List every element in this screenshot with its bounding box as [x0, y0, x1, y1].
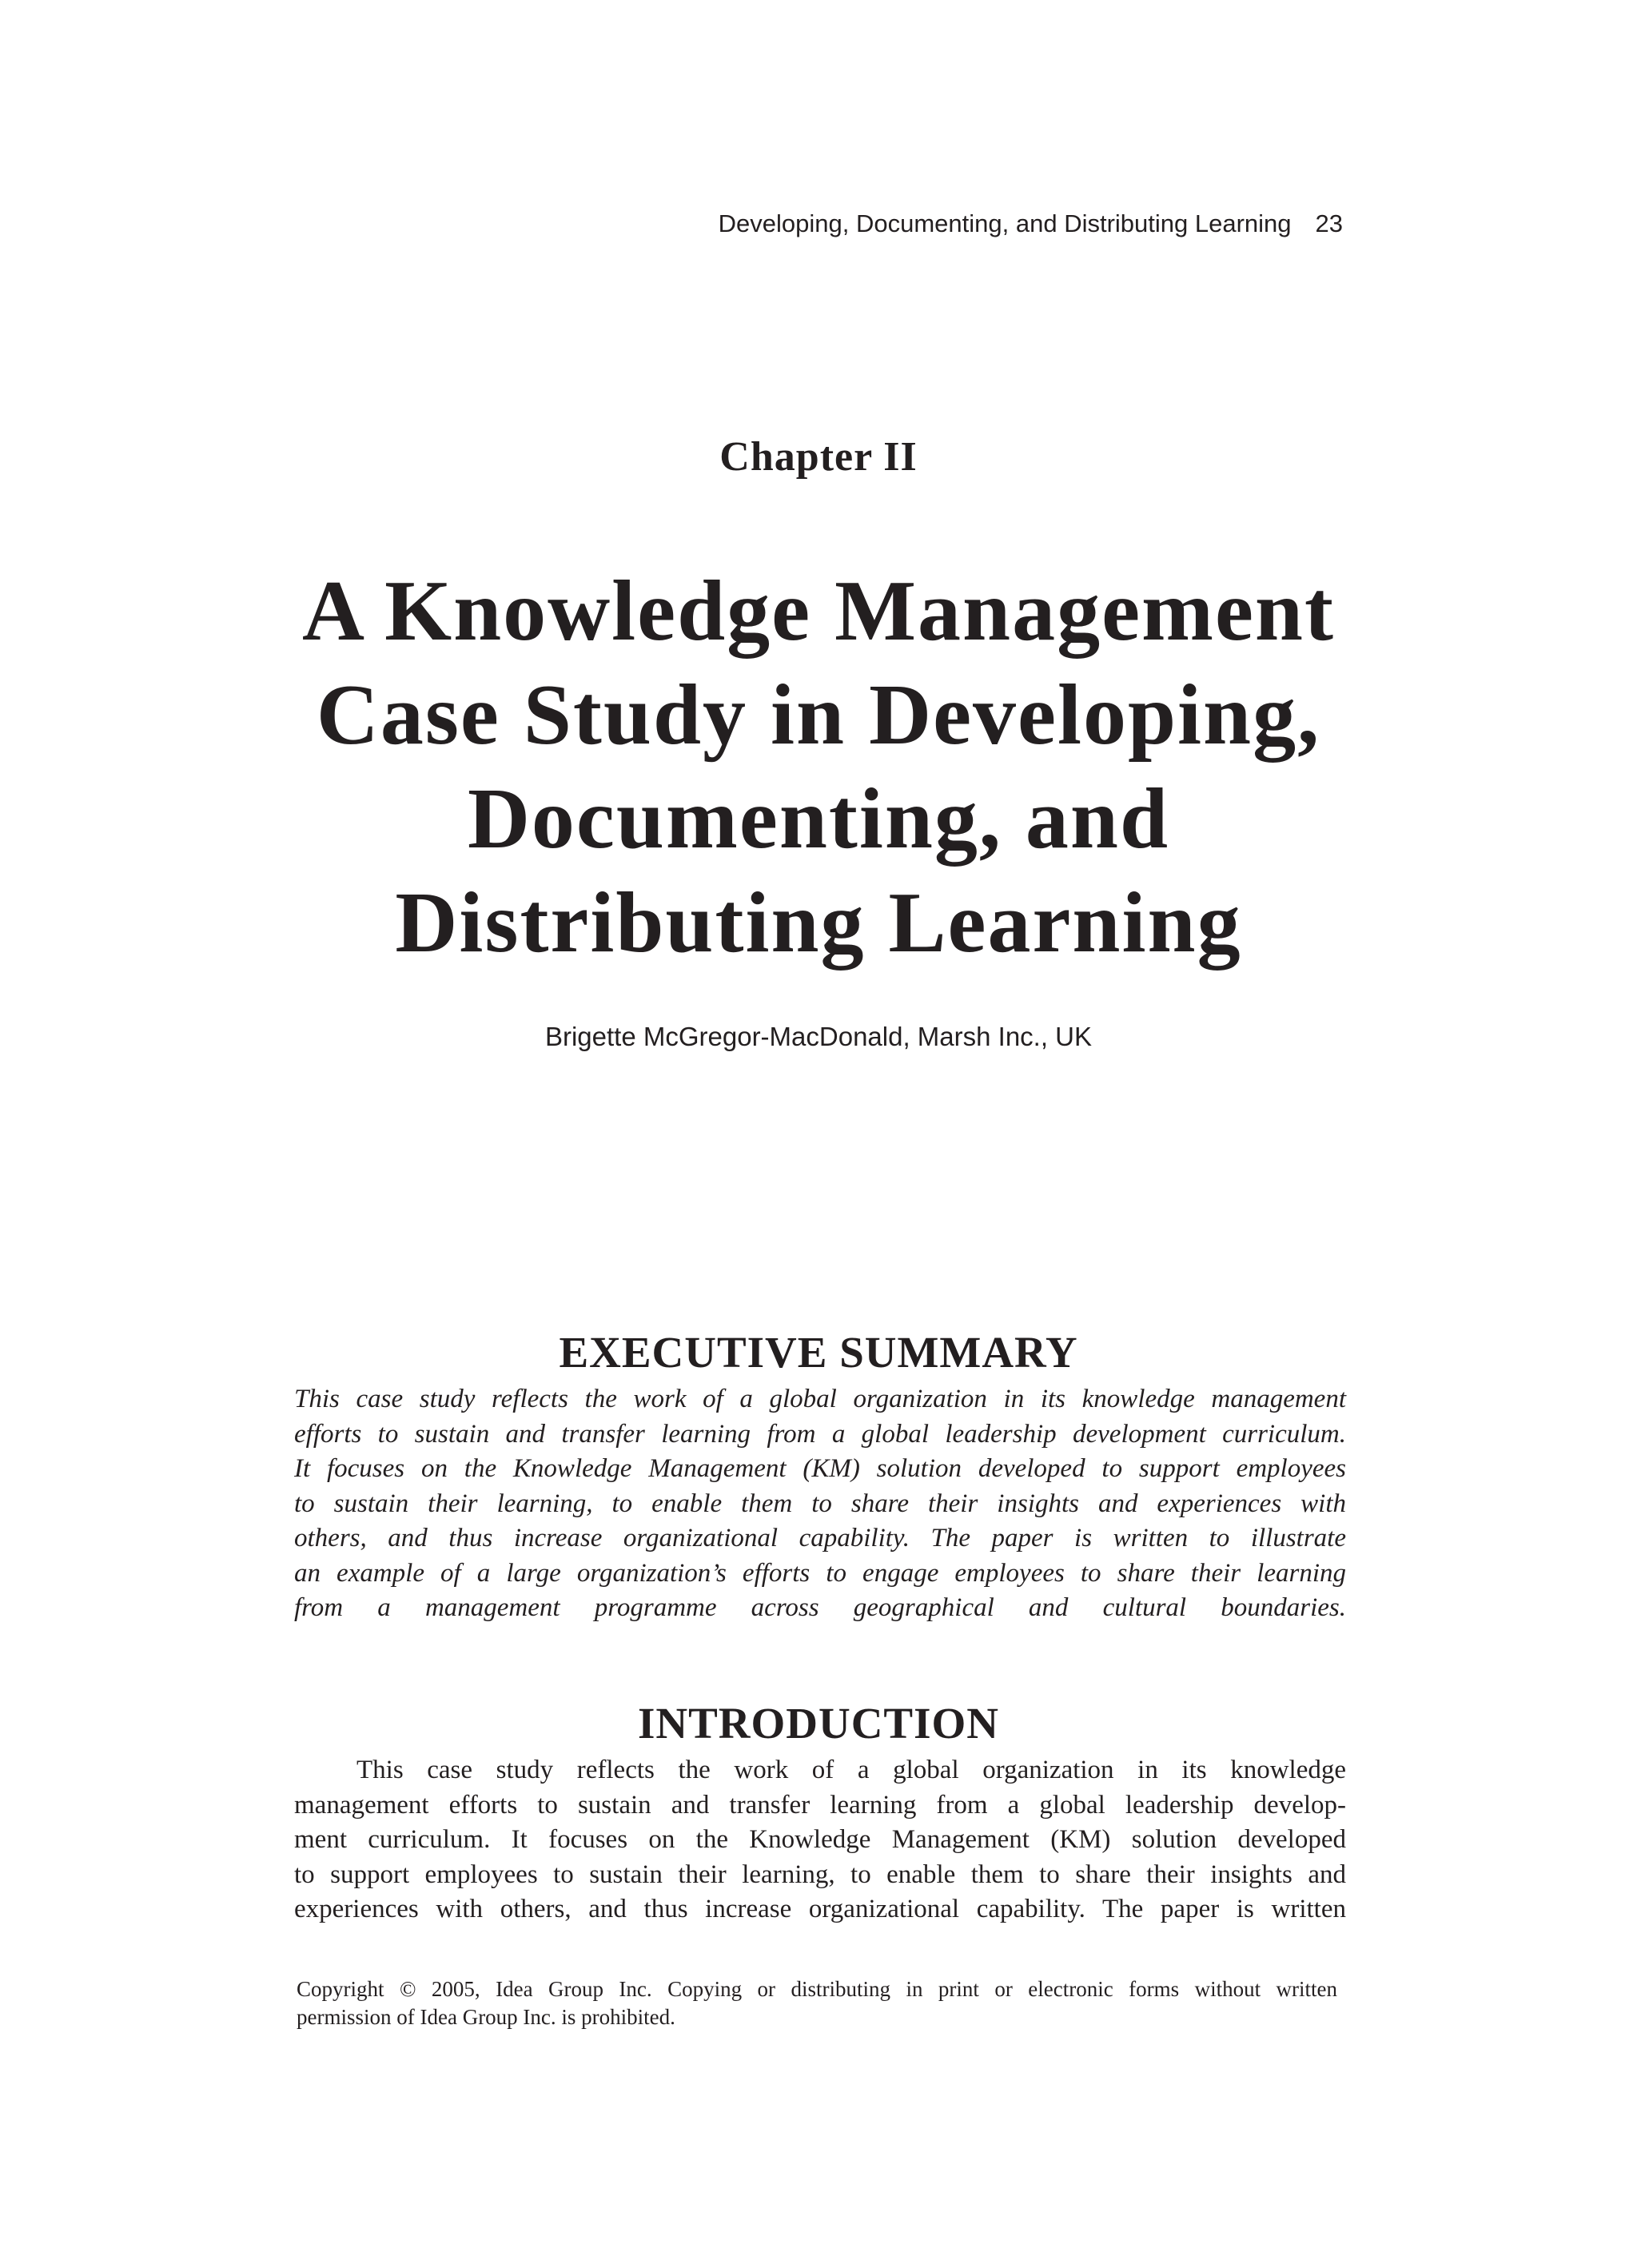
text-line: from a management programme across geographical and cultural boundaries. — [294, 1593, 1346, 1622]
text-line: It focuses on the Knowledge Management (KM) solution developed to support employees — [294, 1454, 1346, 1483]
text-line: to sustain their learning, to enable them to share their insights and experiences with — [294, 1489, 1346, 1518]
copyright-notice — [297, 1975, 1337, 2031]
text-line: experiences with others, and thus increase organizational capability. The paper is written — [294, 1895, 1346, 1923]
author-byline: Brigette McGregor-MacDonald, Marsh Inc., UK — [544, 1022, 1093, 1051]
text-line: ment curriculum. It focuses on the Knowledge Management (KM) solution developed — [294, 1825, 1346, 1854]
copyright-line: permission of Idea Group Inc. is prohibited. — [297, 2005, 675, 2029]
text-line: This case study reflects the work of a global organization in its knowledge management — [294, 1385, 1346, 1413]
title-line: Case Study in Developing, — [316, 668, 1321, 763]
running-header — [719, 209, 1343, 238]
executive-summary-body — [294, 1382, 1346, 1626]
text-line: This case study reflects the work of a global organization in its knowledge — [356, 1756, 1346, 1784]
chapter-label: Chapter II — [719, 434, 918, 480]
text-line: management efforts to sustain and transfer learning from a global leadership develop- — [294, 1790, 1346, 1820]
title-line: Distributing Learning — [395, 875, 1242, 971]
running-header-title: Developing, Documenting, and Distributing Learning — [718, 209, 1292, 237]
page-number: 23 — [1315, 209, 1343, 237]
introduction-heading: INTRODUCTION — [637, 1699, 1000, 1748]
copyright-line: Copyright © 2005, Idea Group Inc. Copying or distributing in print or electronic forms without written — [297, 1977, 1337, 2001]
text-line: efforts to sustain and transfer learning from a global leadership development curriculum. — [294, 1419, 1346, 1449]
text-line: to support employees to sustain their learning, to enable them to share their insights and — [294, 1859, 1346, 1889]
introduction-body — [294, 1753, 1346, 1927]
title-line: A Knowledge Management — [302, 564, 1335, 659]
executive-summary-heading: EXECUTIVE SUMMARY — [559, 1328, 1078, 1377]
title-line: Documenting, and — [467, 771, 1170, 867]
text-line: others, and thus increase organizational capability. The paper is written to illustrate — [294, 1524, 1346, 1553]
chapter-title — [0, 560, 1637, 975]
text-line: an example of a large organization’s efforts to engage employees to share their learning — [294, 1558, 1346, 1588]
